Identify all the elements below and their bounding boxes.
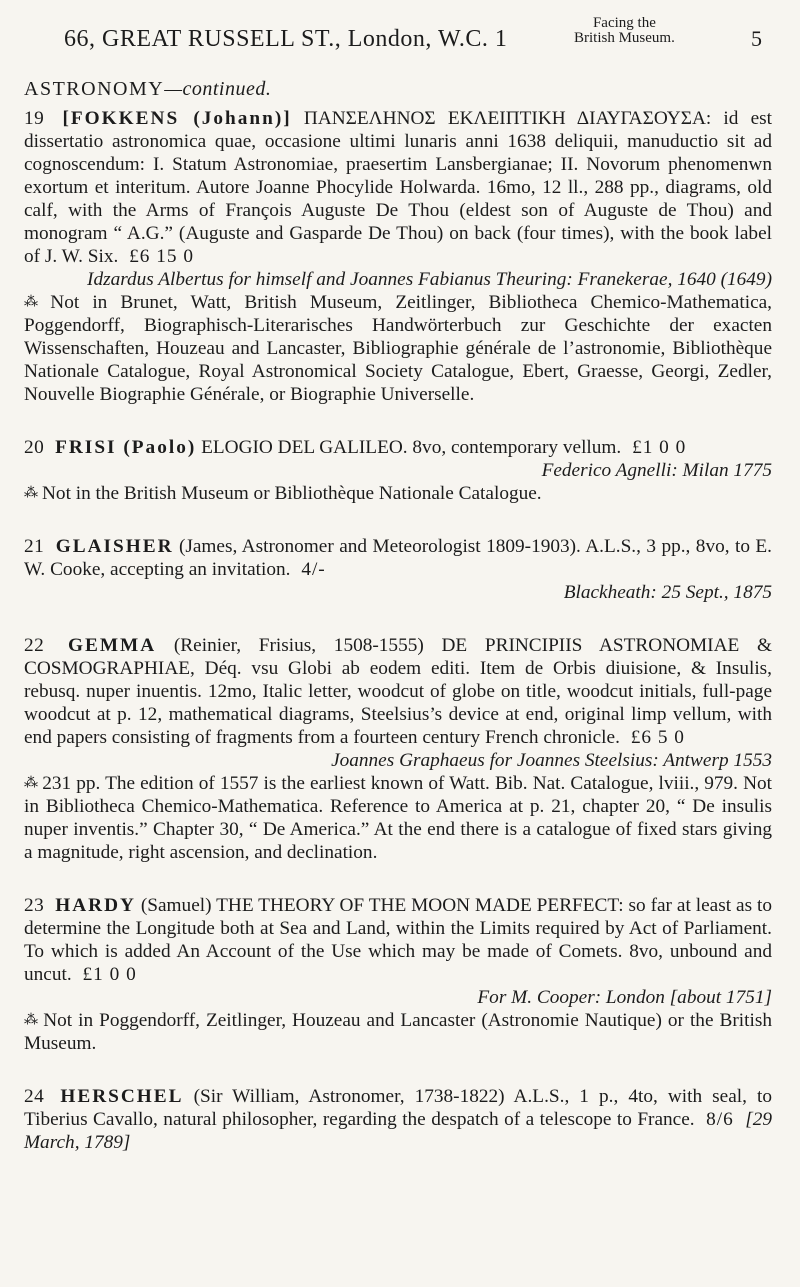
entry-price: 4/-	[301, 559, 326, 580]
section-continued: —continued.	[164, 78, 272, 100]
running-head: 66, GREAT RUSSELL ST., London, W.C. 1	[64, 26, 508, 52]
entry-price: £1 0 0	[632, 437, 687, 458]
entry-description	[24, 535, 772, 581]
entry-author: GLAISHER	[55, 536, 174, 557]
catalogue-entry-23	[24, 894, 772, 1055]
entry-body: (Sir William, Astronomer, 1738-1822) A.L.S., 1 p., 4to, with seal, to Tiberius Cavallo, natural philosopher, regarding the despatch of a telescope to France.	[24, 1086, 773, 1130]
entry-body: (Samuel) THE THEORY OF THE MOON MADE PERFECT: so far at least as to determine the Longitude both at Sea and Land, within the Limits required by Act of Parliament. To which is added An Account of the Use which may be made of Comets. 8vo, unbound and uncut.	[24, 895, 772, 985]
entry-author: FRISI (Paolo)	[55, 437, 197, 458]
catalogue-entry-21	[24, 535, 772, 604]
page-header	[24, 14, 772, 70]
entry-number: 24	[24, 1086, 45, 1107]
catalogue-entry-20	[24, 436, 772, 505]
entry-body: ΠΑΝΣΕΛΗΝΟΣ ΕΚΛΕΙΠΤΙΚΗ ΔΙΑΥΓΑΣΟΥΣΑ: id est dissertatio astronomica quae, occasione ultimi lunaris anni 1638 deliquii, manuductio sit ad cognoscendum: I. Statum Astronomiae, praesertim Lansbergianae; II. Novorum phenomenwn exortum et interitum. Autore Joanne Phocylide Holwarda. 16mo, 12 ll., 288 pp., diagrams, old calf, with the Arms of François Auguste De Thou (eldest son of Auguste de Thou) and monogram “ A.G.” (Auguste and Gasparde De Thou) on back (four times), with the book label of J. W. Six.	[24, 108, 772, 267]
entry-note-text: Not in Poggendorff, Zeitlinger, Houzeau and Lancaster (Astronomie Nautique) or the British Museum.	[24, 1010, 772, 1054]
page-number: 5	[751, 26, 762, 51]
entry-description	[24, 436, 772, 459]
entry-description	[24, 107, 772, 268]
asterism-icon: ⁂	[24, 776, 39, 791]
entry-author: GEMMA	[67, 635, 157, 656]
entry-imprint: Idzardus Albertus for himself and Joannes Fabianus Theuring: Franekerae, 1640 (1649)	[87, 269, 772, 290]
entry-number: 23	[24, 895, 45, 916]
entry-price: 8/6	[706, 1109, 734, 1130]
entry-imprint: For M. Cooper: London [about 1751]	[477, 987, 772, 1008]
entry-note	[24, 291, 772, 406]
section-title	[24, 78, 772, 101]
entry-price: £1 0 0	[82, 964, 137, 985]
asterism-icon: ⁂	[24, 486, 38, 501]
entry-author: HERSCHEL	[60, 1086, 184, 1107]
entry-number: 19	[24, 108, 45, 129]
entry-number: 22	[24, 635, 45, 656]
entry-imprint: Joannes Graphaeus for Joannes Steelsius: Antwerp 1553	[331, 750, 772, 771]
facing-line-1: Facing the	[592, 15, 656, 31]
entry-description	[24, 634, 772, 749]
catalogue-entry-24	[24, 1085, 772, 1154]
entry-number: 21	[24, 536, 45, 557]
entry-imprint: Federico Agnelli: Milan 1775	[541, 460, 772, 481]
entry-note-text: Not in Brunet, Watt, British Museum, Zeitlinger, Bibliotheca Chemico-Mathematica, Poggendorff, Biographisch-Literarisches Handwörterbuch zur Geschichte der exacten Wissenschaften, Houzeau and Lancaster, Bibliographie générale de l’astronomie, Bibliothèque Nationale Catalogue, Royal Astronomical Society Catalogue, Ebert, Graesse, Georgi, Zedler, Nouvelle Biographie Générale, or Biographie Universelle.	[24, 292, 773, 405]
facing-line-2: British Museum.	[574, 30, 675, 46]
entry-note	[24, 772, 772, 864]
entry-note	[24, 1009, 772, 1055]
entry-number: 20	[24, 437, 45, 458]
entry-author: [FOKKENS (Johann)]	[62, 108, 292, 129]
entry-note	[24, 482, 772, 505]
catalogue-entry-19	[24, 107, 772, 406]
entry-author: HARDY	[55, 895, 136, 916]
entry-price: £6 5 0	[630, 727, 685, 748]
entry-note-text: 231 pp. The edition of 1557 is the earliest known of Watt. Bib. Nat. Catalogue, lviii., 979. Not in Bibliotheca Chemico-Mathematica. Reference to America at p. 21, chapter 20, “ De insulis nuper inventis.” Chapter 30, “ De America.” At the end there is a catalogue of fixed stars giving a magnitude, right ascension, and declination.	[24, 773, 772, 863]
entry-note-text: Not in the British Museum or Bibliothèque Nationale Catalogue.	[42, 483, 542, 504]
catalogue-entry-22	[24, 634, 772, 864]
entry-description	[24, 1085, 772, 1154]
entry-body: (Reinier, Frisius, 1508-1555) DE PRINCIPIIS ASTRONOMIAE & COSMOGRAPHIAE, Déq. vsu Globi ab eodem editi. Item de Orbis diuisione, & Insulis, rebusq. nuper inuentis. 12mo, Italic letter, woodcut of globe on title, woodcut initials, full-page woodcut at p. 12, mathematical diagrams, Steelsius’s device at end, original limp vellum, with end papers consisting of fragments from a fourteen century French chronicle.	[24, 635, 772, 748]
entry-description	[24, 894, 772, 986]
entry-price: £6 15 0	[129, 246, 194, 267]
section-name: ASTRONOMY	[24, 78, 165, 100]
facing-note	[574, 16, 675, 46]
entry-imprint: Blackheath: 25 Sept., 1875	[563, 582, 772, 603]
entry-imprint: [29 March, 1789]	[24, 1109, 772, 1153]
entry-body: ELOGIO DEL GALILEO. 8vo, contemporary vellum.	[201, 437, 622, 458]
asterism-icon: ⁂	[24, 295, 47, 310]
asterism-icon: ⁂	[24, 1013, 40, 1028]
entry-body: (James, Astronomer and Meteorologist 1809-1903). A.L.S., 3 pp., 8vo, to E. W. Cooke, accepting an invitation.	[24, 536, 772, 580]
